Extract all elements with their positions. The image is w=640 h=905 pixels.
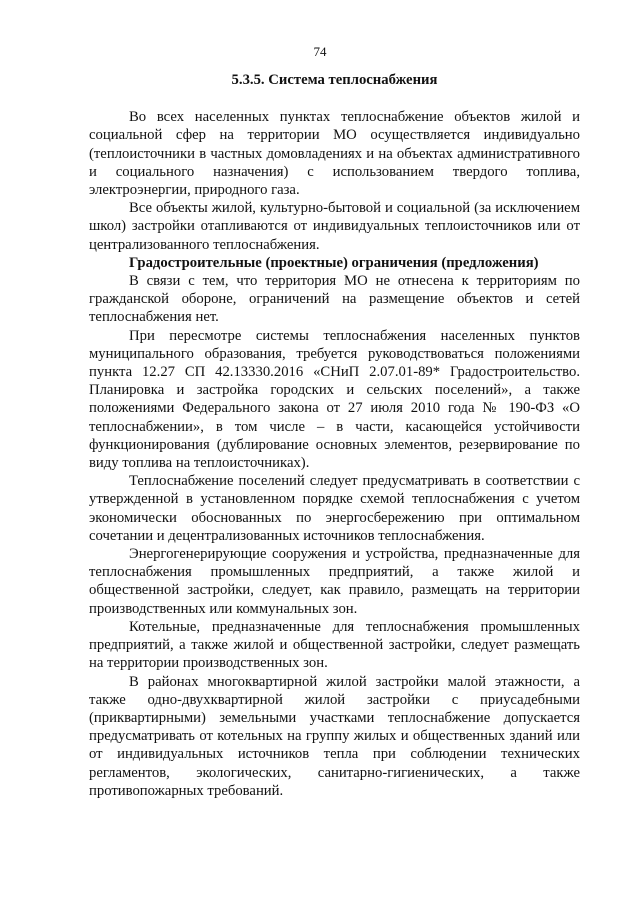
paragraph: Котельные, предназначенные для теплоснабжения промышленных предприятий, а также жилой и общественной застройки, следует размещать на территории производственных зон. [89, 618, 580, 672]
paragraph: В связи с тем, что территория МО не отнесена к территориям по гражданской обороне, ограничений на размещение объектов и сетей теплоснабжения нет. [89, 273, 580, 326]
paragraph: При пересмотре системы теплоснабжения населенных пунктов муниципального образования, требуется руководствоваться положениями пункта 12.27 СП 42.13330.2016 «СНиП 2.07.01-89* Градостроительство. Планировка и застройка городских и сельских поселений», а также положениями Федерального закона от 27 июля 2010 года № 190-ФЗ «О теплоснабжении», в том числе – в части, касающейся устойчивости функционирования (дублирование основных элементов, резервирование по виду топлива на теплоисточниках). [89, 327, 580, 472]
paragraph: Энергогенерирующие сооружения и устройства, предназначенные для теплоснабжения промышленных предприятий, а также жилой и общественной застройки, следует, как правило, размещать на территории производственных или коммунальных зон. [89, 546, 580, 617]
section-title: 5.3.5. Система теплоснабжения [231, 72, 438, 88]
paragraph: В районах многоквартирной жилой застройки малой этажности, а также одно-двухквартирной жилой застройки с приусадебными (приквартирными) земельными участками теплоснабжение допускается предусматривать от котельных на группу жилых и общественных зданий или от индивидуальных источников тепла при соблюдении технических регламентов, экологических, санитарно-гигиенических, а также противопожарных требований. [89, 673, 580, 799]
page-number: 74 [313, 44, 327, 59]
subheading: Градостроительные (проектные) ограничения (предложения) [129, 254, 539, 271]
paragraph: Теплоснабжение поселений следует предусматривать в соответствии с утвержденной в установленном порядке схемой теплоснабжения с учетом экономически обоснованных по энергосбережению при оптимальном сочетании и децентрализованных источников теплоснабжения. [89, 473, 580, 544]
page-content [89, 71, 580, 800]
paragraph: Во всех населенных пунктах теплоснабжение объектов жилой и социальной сфер на территории МО осуществляется индивидуально (теплоисточники в частных домовладениях и на объектах административного и социального назначения) с использованием твердого топлива, электроэнергии, природного газа. [89, 109, 580, 199]
paragraph: Все объекты жилой, культурно-бытовой и социальной (за исключением школ) застройки отапливаются от индивидуальных теплоисточников или от централизованного теплоснабжения. [89, 200, 580, 253]
